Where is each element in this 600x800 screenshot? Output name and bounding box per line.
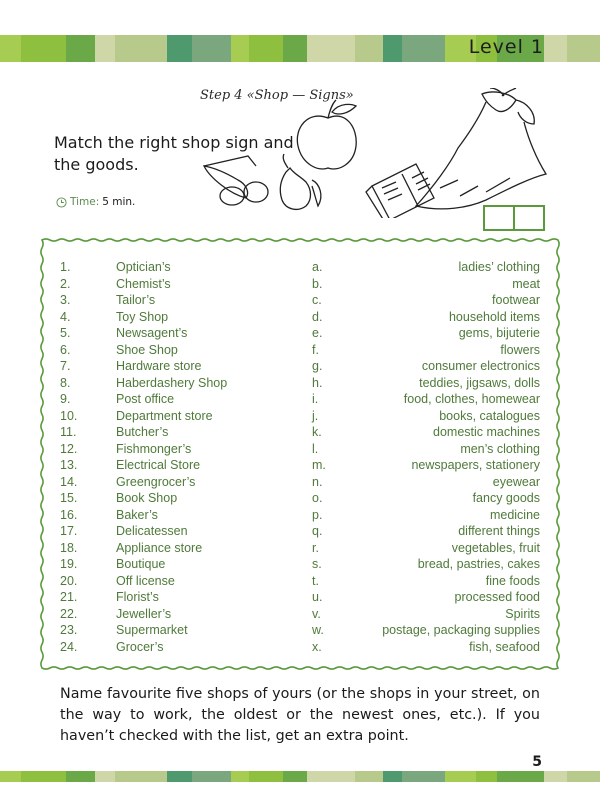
band-stripe [192, 35, 231, 62]
shop-name: Electrical Store [116, 458, 201, 472]
band-stripe [95, 771, 114, 782]
match-letter: d. [312, 309, 323, 324]
match-row [60, 540, 540, 557]
band-stripe [192, 771, 231, 782]
goods-name: household items [448, 309, 540, 324]
match-number: 24. [60, 639, 78, 654]
goods-name: Spirits [505, 606, 540, 621]
goods-name: vegetables, fruit [451, 540, 540, 555]
band-stripe [0, 35, 21, 62]
match-letter: p. [312, 507, 323, 522]
goods-name: processed food [454, 590, 540, 604]
band-stripe [445, 771, 476, 782]
band-stripe [115, 35, 167, 62]
match-number: 1. [60, 260, 71, 274]
match-number: 4. [60, 309, 71, 324]
match-number: 23. [60, 623, 78, 637]
match-number: 18. [60, 540, 78, 555]
match-row [60, 408, 540, 425]
band-stripe [66, 35, 95, 62]
band-stripe [476, 771, 497, 782]
match-number: 13. [60, 458, 78, 472]
match-row [60, 622, 540, 639]
band-stripe [249, 35, 284, 62]
band-stripe [402, 35, 445, 62]
match-number: 3. [60, 293, 71, 307]
shop-name: Grocer’s [116, 639, 164, 654]
match-number: 8. [60, 375, 71, 390]
match-letter: q. [312, 524, 323, 538]
goods-name: flowers [500, 342, 540, 357]
match-number: 6. [60, 342, 71, 357]
book-icon [366, 164, 434, 218]
task-text: Name favourite five shops of yours (or the shops in your street, on the way to work, the oldest or the newest ones, etc.). If you haven’t checked with the list, get an extra point. [60, 686, 540, 744]
match-letter: v. [312, 606, 321, 621]
mushroom-icon [204, 156, 268, 205]
band-stripe [307, 35, 356, 62]
shop-name: Butcher’s [116, 425, 169, 439]
match-letter: o. [312, 491, 323, 505]
shop-name: Appliance store [116, 540, 203, 555]
match-number: 9. [60, 392, 71, 406]
shop-name: Off license [116, 573, 175, 588]
match-row [60, 639, 540, 656]
shop-name: Hardware store [116, 359, 202, 373]
band-stripe [307, 771, 356, 782]
match-row [60, 292, 540, 309]
match-row [60, 276, 540, 293]
match-letter: k. [312, 425, 322, 439]
band-stripe [231, 35, 248, 62]
goods-name: bread, pastries, cakes [417, 557, 540, 571]
match-number: 5. [60, 326, 71, 340]
shop-name: Chemist’s [116, 276, 171, 291]
band-stripe [383, 35, 402, 62]
shop-name: Toy Shop [116, 309, 169, 324]
match-row [60, 606, 540, 623]
match-row [60, 457, 540, 474]
match-number: 15. [60, 491, 78, 505]
shop-name: Department store [116, 408, 213, 423]
matching-list [60, 259, 540, 655]
goods-name: ladies’ clothing [458, 260, 540, 274]
band-stripe [567, 771, 600, 782]
match-number: 22. [60, 606, 78, 621]
apple-icon [297, 100, 356, 169]
match-row [60, 490, 540, 507]
match-number: 16. [60, 507, 78, 522]
match-number: 11. [60, 425, 77, 439]
match-letter: l. [312, 441, 319, 456]
shop-name: Book Shop [116, 491, 178, 505]
dress-icon [416, 88, 546, 209]
band-stripe [95, 35, 114, 62]
band-stripe [115, 771, 167, 782]
band-stripe [231, 771, 248, 782]
level-label: Level 1 [468, 36, 544, 58]
shop-name: Jeweller’s [116, 606, 172, 621]
goods-name: gems, bijuterie [458, 326, 540, 340]
band-stripe [402, 771, 445, 782]
goods-name: fine foods [485, 573, 540, 588]
shop-name: Delicatessen [116, 524, 188, 538]
page-number: 5 [532, 754, 542, 770]
match-number: 19. [60, 557, 78, 571]
goods-name: medicine [489, 507, 540, 522]
band-stripe [383, 771, 402, 782]
match-row [60, 589, 540, 606]
goods-name: meat [512, 276, 540, 291]
match-letter: i. [312, 392, 319, 406]
match-row [60, 342, 540, 359]
match-letter: u. [312, 590, 323, 604]
band-stripe [355, 35, 382, 62]
goods-name: different things [458, 524, 540, 538]
match-row [60, 474, 540, 491]
match-letter: w. [312, 623, 324, 637]
time-value: 5 min. [102, 196, 136, 208]
match-row [60, 325, 540, 342]
match-row [60, 309, 540, 326]
match-number: 14. [60, 474, 78, 489]
match-letter: f. [312, 342, 319, 357]
answer-box[interactable] [483, 205, 545, 231]
band-stripe [355, 771, 382, 782]
goods-name: fish, seafood [469, 639, 540, 654]
shop-name: Boutique [116, 557, 166, 571]
illustrations [190, 88, 570, 218]
goods-name: newspapers, stationery [411, 458, 540, 472]
goods-name: footwear [492, 293, 540, 307]
goods-name: fancy goods [472, 491, 540, 505]
match-letter: a. [312, 260, 323, 274]
match-letter: e. [312, 326, 323, 340]
band-stripe [167, 35, 192, 62]
band-stripe [249, 771, 284, 782]
match-row [60, 573, 540, 590]
band-stripe [497, 771, 544, 782]
goods-name: food, clothes, homewear [403, 392, 540, 406]
match-letter: s. [312, 557, 322, 571]
match-letter: n. [312, 474, 323, 489]
match-row [60, 424, 540, 441]
match-row [60, 507, 540, 524]
time-row [56, 196, 135, 208]
match-row [60, 391, 540, 408]
shop-name: Baker’s [116, 507, 158, 522]
goods-name: domestic machines [433, 425, 540, 439]
match-letter: r. [312, 540, 319, 555]
shop-name: Post office [116, 392, 175, 406]
match-letter: x. [312, 639, 322, 654]
answer-cell-right[interactable] [513, 207, 543, 229]
goods-name: postage, packaging supplies [382, 623, 540, 637]
goods-name: eyewear [492, 474, 540, 489]
goods-name: books, catalogues [439, 408, 540, 423]
match-letter: b. [312, 276, 323, 291]
shop-name: Supermarket [116, 623, 188, 637]
shop-name: Optician’s [116, 260, 171, 274]
band-stripe [567, 35, 600, 62]
band-stripe [21, 771, 66, 782]
shop-name: Haberdashery Shop [116, 375, 228, 390]
match-row [60, 556, 540, 573]
match-letter: j. [312, 408, 319, 423]
match-number: 7. [60, 359, 71, 373]
band-stripe [167, 771, 192, 782]
match-letter: c. [312, 293, 322, 307]
answer-cell-left[interactable] [485, 207, 513, 229]
step-title: Step 4 «Shop — Signs» [200, 88, 354, 103]
match-number: 10. [60, 408, 78, 423]
shop-name: Florist’s [116, 590, 159, 604]
match-row [60, 441, 540, 458]
band-stripe [66, 771, 95, 782]
shop-name: Fishmonger’s [116, 441, 192, 456]
band-stripe [544, 35, 567, 62]
bottom-color-band [0, 771, 600, 782]
match-number: 17. [60, 524, 78, 538]
match-row [60, 375, 540, 392]
match-row [60, 358, 540, 375]
match-letter: g. [312, 359, 323, 373]
pear-icon [280, 154, 321, 209]
match-number: 21. [60, 590, 78, 604]
match-letter: m. [312, 458, 326, 472]
goods-name: consumer electronics [421, 359, 540, 373]
band-stripe [0, 771, 21, 782]
match-number: 20. [60, 573, 78, 588]
match-number: 2. [60, 276, 71, 291]
instruction-text: Match the right shop sign and the goods. [54, 133, 294, 174]
match-number: 12. [60, 441, 78, 456]
goods-name: men’s clothing [460, 441, 540, 456]
goods-name: teddies, jigsaws, dolls [419, 375, 540, 390]
time-label: Time: [70, 196, 100, 208]
band-stripe [283, 771, 306, 782]
shop-name: Tailor’s [116, 293, 156, 307]
shop-name: Shoe Shop [116, 342, 178, 357]
match-row [60, 523, 540, 540]
match-row [60, 259, 540, 276]
shop-name: Newsagent’s [116, 326, 188, 340]
band-stripe [544, 771, 567, 782]
match-letter: t. [312, 573, 319, 588]
shop-name: Greengrocer’s [116, 474, 196, 489]
band-stripe [21, 35, 66, 62]
clock-icon [56, 197, 67, 208]
band-stripe [283, 35, 306, 62]
match-letter: h. [312, 375, 323, 390]
